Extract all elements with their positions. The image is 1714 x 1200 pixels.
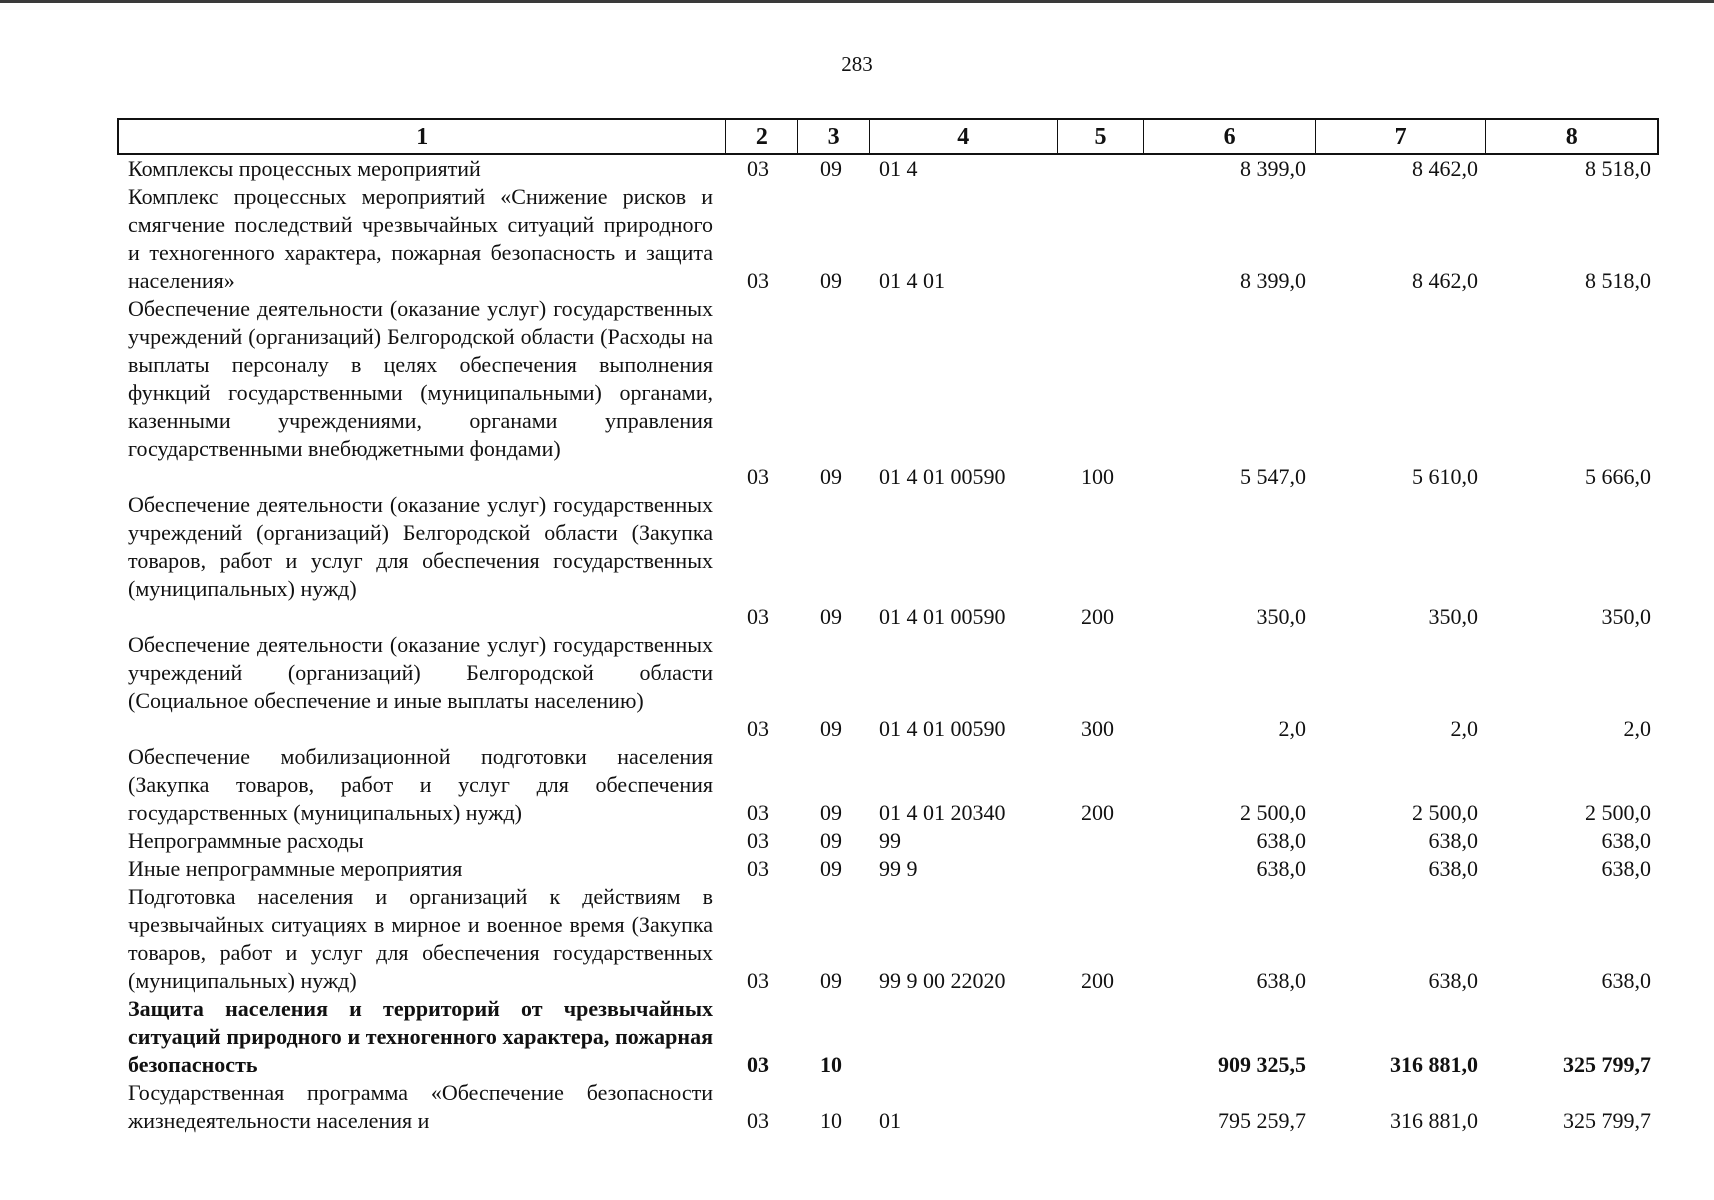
row-amount-7: 2,0: [1450, 716, 1478, 741]
row-amount-6: 2,0: [1278, 716, 1306, 741]
row-description: Государственная программа «Обеспечение безопасности жизнедеятельности населения и: [128, 1080, 713, 1133]
row-section: 03: [747, 800, 769, 825]
row-expense-type: 200: [1081, 800, 1114, 825]
row-target-code: 99 9: [879, 856, 918, 881]
row-amount-8: 638,0: [1601, 828, 1651, 853]
header-col-4: 4: [870, 120, 1058, 153]
row-subsection: 10: [820, 1052, 842, 1077]
row-amount-7: 2 500,0: [1412, 800, 1478, 825]
row-section: 03: [747, 828, 769, 853]
row-amount-6: 909 325,5: [1218, 1052, 1306, 1077]
row-expense-type: 100: [1081, 464, 1114, 489]
table-row: [0, 855, 1714, 883]
row-amount-6: 8 399,0: [1240, 156, 1306, 181]
header-col-8: 8: [1565, 124, 1578, 150]
row-amount-7: 8 462,0: [1412, 268, 1478, 293]
row-description: Подготовка населения и организаций к действиям в чрезвычайных ситуациях в мирное и военное время (Закупка товаров, работ и услуг для обеспечения государственных (муниципальных) нужд): [128, 884, 713, 993]
row-subsection: 09: [820, 604, 842, 629]
table-header: [117, 118, 1659, 155]
row-subsection: 09: [820, 800, 842, 825]
table-row: [0, 183, 1714, 295]
row-amount-6: 638,0: [1256, 968, 1306, 993]
row-amount-7: 638,0: [1428, 968, 1478, 993]
row-subsection: 09: [820, 968, 842, 993]
table-row: [0, 155, 1714, 183]
row-amount-7: 638,0: [1428, 856, 1478, 881]
row-description: Обеспечение деятельности (оказание услуг) государственных учреждений (организаций) Белгородской области (Социальное обеспечение и иные выплаты населению): [128, 632, 713, 713]
row-section: 03: [747, 968, 769, 993]
row-section: 03: [747, 1108, 769, 1133]
row-amount-6: 638,0: [1256, 828, 1306, 853]
table-row: [0, 491, 1714, 631]
row-subsection: 09: [820, 464, 842, 489]
header-col-2: 2: [726, 120, 798, 153]
row-description: Комплекс процессных мероприятий «Снижение рисков и смягчение последствий чрезвычайных ситуаций природного и техногенного характера, пожарная безопасность и защита населения»: [128, 184, 713, 293]
row-amount-8: 325 799,7: [1563, 1052, 1651, 1077]
row-subsection: 09: [820, 856, 842, 881]
row-amount-8: 2,0: [1623, 716, 1651, 741]
row-amount-7: 350,0: [1428, 604, 1478, 629]
row-description: Иные непрограммные мероприятия: [128, 856, 463, 881]
row-section: 03: [747, 464, 769, 489]
row-section: 03: [747, 1052, 769, 1077]
row-subsection: 09: [820, 716, 842, 741]
row-target-code: 01 4 01 00590: [879, 464, 1006, 489]
header-col-5: 5: [1058, 120, 1145, 153]
scan-top-edge: [0, 0, 1714, 3]
table-row: [0, 1079, 1714, 1135]
row-amount-8: 638,0: [1601, 856, 1651, 881]
row-description: Обеспечение мобилизационной подготовки населения (Закупка товаров, работ и услуг для обеспечения государственных (муниципальных) нужд): [128, 744, 713, 825]
row-amount-6: 2 500,0: [1240, 800, 1306, 825]
table-row: [0, 827, 1714, 855]
row-expense-type: 200: [1081, 968, 1114, 993]
row-amount-8: 8 518,0: [1585, 268, 1651, 293]
row-section: 03: [747, 268, 769, 293]
row-amount-6: 638,0: [1256, 856, 1306, 881]
row-amount-7: 5 610,0: [1412, 464, 1478, 489]
row-section: 03: [747, 856, 769, 881]
row-description: Обеспечение деятельности (оказание услуг) государственных учреждений (организаций) Белгородской области (Закупка товаров, работ и услуг для обеспечения государственных (муниципальных) нужд): [128, 492, 713, 601]
row-amount-8: 5 666,0: [1585, 464, 1651, 489]
row-description: Обеспечение деятельности (оказание услуг) государственных учреждений (организаций) Белгородской области (Расходы на выплаты персоналу в целях обеспечения выполнения функций государственными (муниципальными) органами, казенными учреждениями, органами управления государственными внебюджетными фондами): [128, 296, 713, 461]
row-amount-6: 795 259,7: [1218, 1108, 1306, 1133]
table-row: [0, 883, 1714, 995]
table-row-section-total: [0, 995, 1714, 1079]
header-col-1: 1: [119, 120, 726, 153]
row-amount-6: 5 547,0: [1240, 464, 1306, 489]
header-col-3: 3: [798, 120, 870, 153]
page-number: 283: [841, 52, 873, 76]
row-amount-8: 8 518,0: [1585, 156, 1651, 181]
row-description: Комплексы процессных мероприятий: [128, 156, 481, 181]
row-description: Защита населения и территорий от чрезвычайных ситуаций природного и техногенного характера, пожарная безопасность: [128, 996, 713, 1077]
row-amount-8: 2 500,0: [1585, 800, 1651, 825]
table-row: [0, 743, 1714, 827]
row-amount-7: 638,0: [1428, 828, 1478, 853]
header-col-6: 6: [1144, 120, 1316, 153]
row-target-code: 99: [879, 828, 901, 853]
row-amount-8: 638,0: [1601, 968, 1651, 993]
row-target-code: 01 4 01 00590: [879, 716, 1006, 741]
row-subsection: 09: [820, 156, 842, 181]
row-section: 03: [747, 604, 769, 629]
header-col-7: 7: [1316, 120, 1487, 153]
row-amount-6: 8 399,0: [1240, 268, 1306, 293]
row-target-code: 01 4 01 00590: [879, 604, 1006, 629]
row-amount-7: 316 881,0: [1390, 1052, 1478, 1077]
row-expense-type: 300: [1081, 716, 1114, 741]
row-amount-8: 325 799,7: [1563, 1108, 1651, 1133]
row-amount-7: 8 462,0: [1412, 156, 1478, 181]
row-target-code: 01 4: [879, 156, 918, 181]
row-subsection: 09: [820, 268, 842, 293]
row-amount-6: 350,0: [1256, 604, 1306, 629]
row-amount-7: 316 881,0: [1390, 1108, 1478, 1133]
row-section: 03: [747, 156, 769, 181]
row-target-code: 01: [879, 1108, 901, 1133]
row-target-code: 01 4 01: [879, 268, 945, 293]
row-description: Непрограммные расходы: [128, 828, 364, 853]
table-row: [0, 631, 1714, 743]
table-row: [0, 295, 1714, 491]
row-target-code: 99 9 00 22020: [879, 968, 1006, 993]
table-body: [0, 155, 1714, 1135]
row-amount-8: 350,0: [1601, 604, 1651, 629]
row-target-code: 01 4 01 20340: [879, 800, 1006, 825]
row-expense-type: 200: [1081, 604, 1114, 629]
row-subsection: 10: [820, 1108, 842, 1133]
row-subsection: 09: [820, 828, 842, 853]
row-section: 03: [747, 716, 769, 741]
